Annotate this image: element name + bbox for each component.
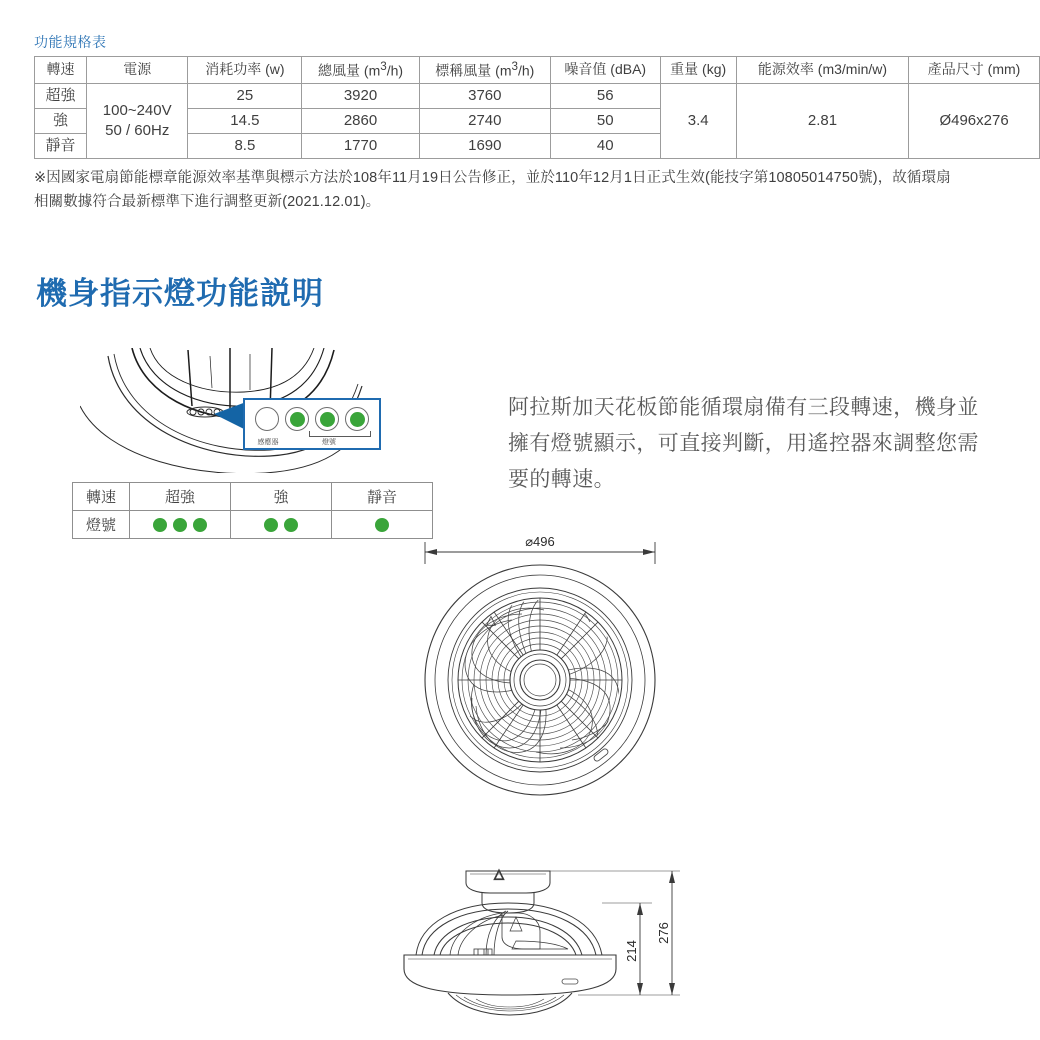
spec-table-footnote: ※因國家電扇節能標章能源效率基準與標示方法於108年11月19日公告修正，並於110年12月1日正式生效(能技字第10805014750號)，故循環扇相關數據符合最新標準下進行調整更新(2021.12.01)。 [34, 170, 951, 210]
power-supply-line-1: 100~240V [102, 101, 172, 119]
svg-text:△: △ [494, 866, 504, 881]
cell-watt-0: 25 [188, 83, 302, 108]
cell-speed-2: 靜音 [35, 134, 87, 159]
table-row [73, 511, 433, 539]
cell-watt-1: 14.5 [188, 108, 302, 133]
cell-air-total-2: 1770 [302, 134, 419, 159]
cell-speed-0: 超強 [35, 83, 87, 108]
table-row [73, 483, 433, 511]
side-view-drawing [390, 855, 690, 1025]
lamp-dot [264, 518, 278, 532]
cell-power-supply [87, 83, 188, 159]
speed-lamp-table [72, 482, 433, 539]
lamp-indicator-3-icon [345, 407, 369, 431]
lamp-table-speed-0: 超強 [130, 483, 231, 511]
lamp-dot [193, 518, 207, 532]
lamp-indicator-2-icon [315, 407, 339, 431]
lamp-dot [375, 518, 389, 532]
header-speed: 轉速 [35, 57, 87, 84]
cell-noise-1: 50 [550, 108, 660, 133]
header-nominal-airflow: 標稱風量 $(m^3/h)$ [419, 57, 550, 84]
callout-lamp-row [245, 404, 379, 434]
power-supply-line-2: 50 / 60Hz [105, 121, 170, 139]
dimension-label-diameter: ⌀496 [525, 534, 555, 549]
header-weight: 重量 (kg) [660, 57, 736, 84]
cell-watt-2: 8.5 [188, 134, 302, 159]
top-view-small-mark: △ [486, 612, 496, 627]
table-row [35, 83, 1040, 108]
top-view-drawing [390, 530, 690, 830]
lamp-label: 燈號 [322, 439, 336, 446]
header-consumption: 消耗功率 (w) [188, 57, 302, 84]
lamp-dots-cell-0 [130, 511, 231, 539]
lamp-indicator-1-icon [285, 407, 309, 431]
cell-air-total-1: 2860 [302, 108, 419, 133]
cell-air-nominal-2: 1690 [419, 134, 550, 159]
cell-noise-2: 40 [550, 134, 660, 159]
spec-table-caption: 功能規格表 [34, 34, 107, 50]
lamp-table-speed-2: 靜音 [332, 483, 433, 511]
cell-efficiency: 2.81 [736, 83, 908, 159]
callout-label-row [245, 437, 379, 447]
lamp-dot [173, 518, 187, 532]
cell-product-size: Ø496x276 [909, 83, 1040, 159]
cell-air-total-0: 3920 [302, 83, 419, 108]
header-noise: 噪音值 (dBA) [550, 57, 660, 84]
lamp-dots-0 [136, 518, 224, 532]
cell-air-nominal-1: 2740 [419, 108, 550, 133]
dimension-label-214: 214 [624, 940, 639, 962]
spec-table-header-row [35, 57, 1040, 84]
indicator-callout-panel [243, 398, 381, 450]
page-title: 機身指示燈功能説明 [36, 276, 324, 311]
lamp-dots-1 [237, 518, 325, 532]
lamp-table-row-label-speed: 轉速 [73, 483, 130, 511]
cell-speed-1: 強 [35, 108, 87, 133]
cell-noise-0: 56 [550, 83, 660, 108]
cell-air-nominal-0: 3760 [419, 83, 550, 108]
ir-receiver-slot [593, 748, 609, 763]
header-total-airflow: 總風量 $(m^3/h)$ [302, 57, 419, 84]
lamp-dot [284, 518, 298, 532]
side-ir-slot [562, 979, 578, 984]
header-power-supply: 電源 [87, 57, 188, 84]
lamp-dot [153, 518, 167, 532]
header-product-size: 產品尺寸 (mm) [909, 57, 1040, 84]
sensor-indicator-icon [255, 407, 279, 431]
dimension-label-276: 276 [656, 922, 671, 944]
cell-weight: 3.4 [660, 83, 736, 159]
lamp-table-row-label-lamp: 燈號 [73, 511, 130, 539]
lamp-table-speed-1: 強 [231, 483, 332, 511]
sensor-label: 感應器 [257, 439, 279, 446]
header-efficiency: 能源效率 (m3/min/w) [736, 57, 908, 84]
spec-table [34, 56, 1040, 159]
lamp-dots-cell-1 [231, 511, 332, 539]
description-paragraph: 阿拉斯加天花板節能循環扇備有三段轉速，機身並擁有燈號顯示，可直接判斷，用遙控器來調整您需要的轉速。 [508, 396, 979, 492]
